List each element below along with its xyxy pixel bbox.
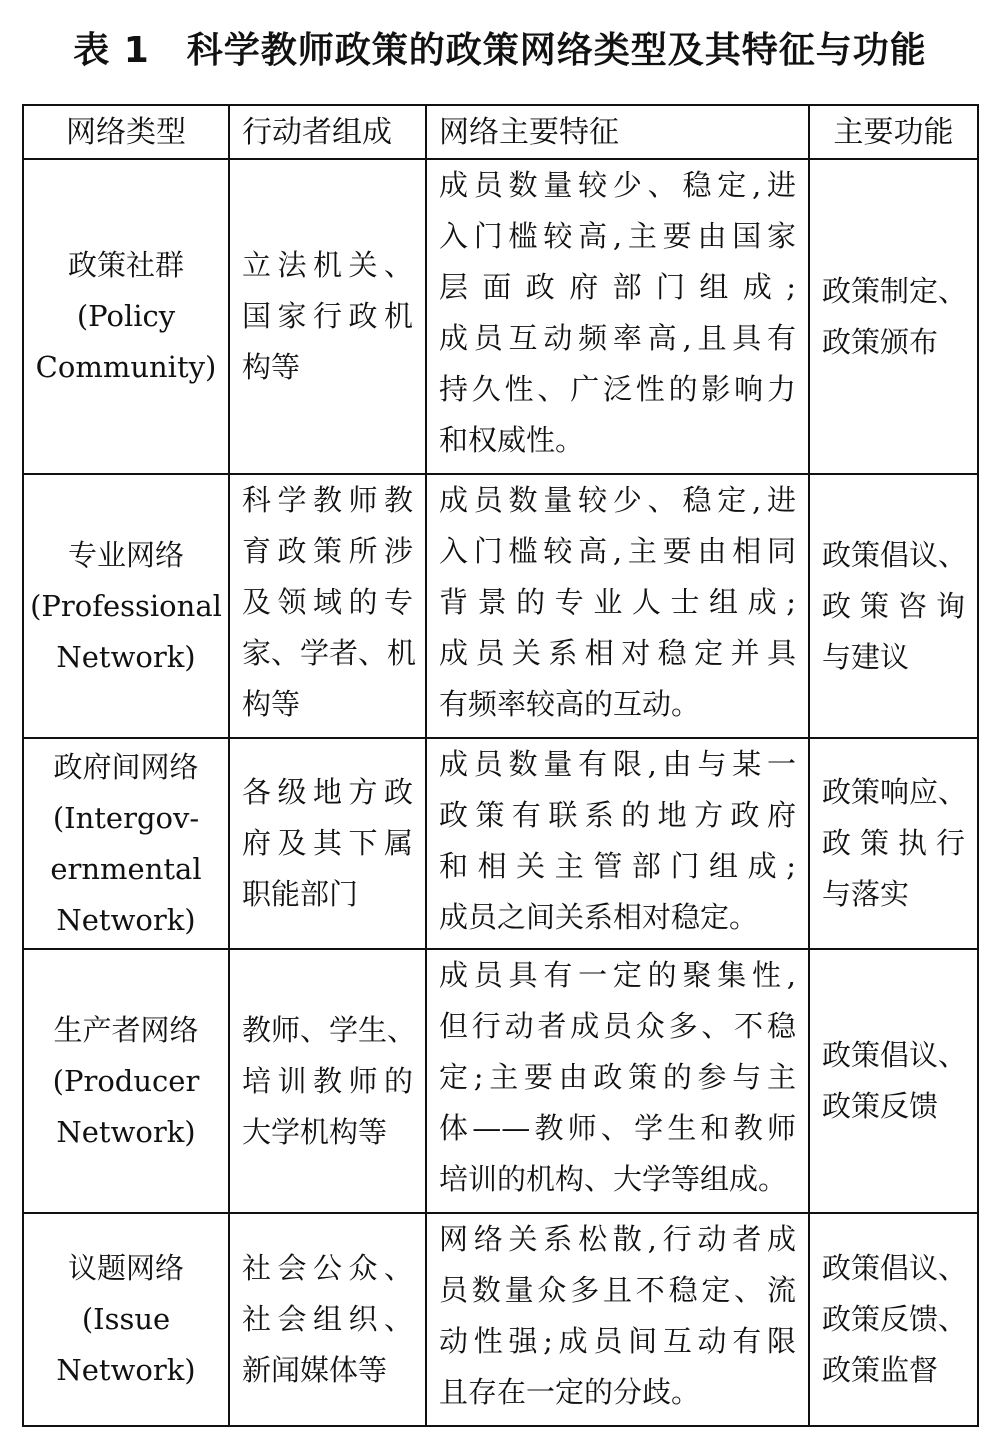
policy-network-table <box>22 104 979 1427</box>
cell-line: 府及其下属 <box>242 826 413 860</box>
cell-line: 育政策所涉 <box>242 534 413 568</box>
cell-line: 政策反馈、 <box>822 1302 968 1336</box>
header-actors: 行动者组成 <box>229 105 426 159</box>
cell-line: 专业网络 <box>67 537 184 572</box>
cell-line: Network) <box>56 1353 196 1387</box>
cell-line: 动性强;成员间互动有限 <box>439 1324 796 1358</box>
cell-line: (Intergov- <box>52 800 200 835</box>
cell-line: 大学机构等 <box>242 1114 388 1149</box>
cell-line: (Professional <box>30 588 222 623</box>
cell-line: 政策响应、 <box>822 775 968 809</box>
cell-line: Network) <box>56 902 196 937</box>
cell-line: 入门槛较高,主要由相同 <box>439 534 796 568</box>
cell-line: 社会组织、 <box>242 1302 413 1336</box>
cell-line: 成员数量较少、稳定,进 <box>439 168 796 202</box>
cell-line: 政策咨询 <box>822 588 965 623</box>
header-functions: 主要功能 <box>809 105 978 159</box>
features-cell <box>426 738 809 949</box>
network-type-cell <box>23 1213 229 1426</box>
cell-line: 政府间网络 <box>53 749 199 784</box>
actors-cell <box>229 738 426 949</box>
cell-line: 和权威性。 <box>439 423 585 457</box>
cell-line: 但行动者成员众多、不稳 <box>439 1009 796 1043</box>
cell-line: 政策制定、 <box>822 273 968 308</box>
cell-line: 有频率较高的互动。 <box>439 687 701 721</box>
cell-line: 培训教师的 <box>242 1063 413 1098</box>
cell-line: 成员关系相对稳定并具 <box>439 636 796 670</box>
network-type-cell <box>23 474 229 738</box>
cell-line: 生产者网络 <box>53 1012 199 1047</box>
actors-cell <box>229 949 426 1213</box>
network-type-cell <box>23 738 229 949</box>
functions-cell <box>809 738 978 949</box>
cell-line: 持久性、广泛性的影响力 <box>439 372 796 406</box>
table-row <box>23 474 978 738</box>
cell-line: 层面政府部门组成; <box>439 270 796 304</box>
cell-line: 政策社群 <box>67 248 184 282</box>
cell-line: 国家行政机 <box>242 299 413 333</box>
cell-line: 及领域的专 <box>242 585 413 619</box>
cell-line: 成员数量较少、稳定,进 <box>439 483 796 517</box>
cell-line: 议题网络 <box>67 1251 184 1285</box>
cell-line: 新闻媒体等 <box>242 1353 388 1387</box>
cell-line: 成员互动频率高,且具有 <box>439 321 796 355</box>
cell-line: 各级地方政 <box>242 775 413 809</box>
actors-cell <box>229 159 426 474</box>
cell-line: Network) <box>56 1114 196 1149</box>
cell-line: 成员数量有限,由与某一 <box>439 747 796 781</box>
functions-cell <box>809 949 978 1213</box>
features-cell <box>426 159 809 474</box>
table-row <box>23 949 978 1213</box>
cell-line: 家、学者、机 <box>242 636 417 670</box>
features-cell <box>426 949 809 1213</box>
cell-line: Community) <box>35 350 217 384</box>
cell-line: 与建议 <box>822 639 910 674</box>
network-type-cell <box>23 159 229 474</box>
features-cell <box>426 474 809 738</box>
cell-line: 政策倡议、 <box>822 1038 968 1072</box>
cell-line: 政策颁布 <box>822 324 939 359</box>
cell-line: 社会公众、 <box>242 1251 413 1285</box>
cell-line: 入门槛较高,主要由国家 <box>439 219 796 253</box>
cell-line: 定;主要由政策的参与主 <box>439 1060 796 1094</box>
functions-cell <box>809 159 978 474</box>
cell-line: 背景的专业人士组成; <box>439 585 796 619</box>
cell-line: 网络关系松散,行动者成 <box>439 1222 796 1256</box>
cell-line: 科学教师教 <box>242 483 413 517</box>
cell-line: Network) <box>56 639 196 674</box>
cell-line: 体——教师、学生和教师 <box>439 1111 796 1145</box>
cell-line: 政策反馈 <box>822 1089 939 1123</box>
cell-line: 构等 <box>242 350 301 384</box>
cell-line: 政策倡议、 <box>822 1251 968 1285</box>
table-title: 表 1 科学教师政策的政策网络类型及其特征与功能 <box>73 30 927 71</box>
cell-line: (Producer <box>52 1063 200 1098</box>
cell-line: 且存在一定的分歧。 <box>439 1375 701 1409</box>
table-row <box>23 738 978 949</box>
actors-cell <box>229 1213 426 1426</box>
cell-line: 培训的机构、大学等组成。 <box>439 1162 788 1196</box>
functions-cell <box>809 1213 978 1426</box>
table-row <box>23 1213 978 1426</box>
cell-line: 和相关主管部门组成; <box>439 849 796 883</box>
cell-line: 政策执行 <box>822 826 965 860</box>
cell-line: 成员之间关系相对稳定。 <box>439 900 759 934</box>
cell-line: 员数量众多且不稳定、流 <box>439 1273 796 1307</box>
header-network-type: 网络类型 <box>23 105 229 159</box>
cell-line: 教师、学生、 <box>242 1012 417 1047</box>
cell-line: 立法机关、 <box>242 248 413 282</box>
cell-line: ernmental <box>50 851 202 886</box>
actors-cell <box>229 474 426 738</box>
network-type-cell <box>23 949 229 1213</box>
functions-cell <box>809 474 978 738</box>
features-cell <box>426 1213 809 1426</box>
cell-line: (Issue <box>81 1302 171 1336</box>
cell-line: 职能部门 <box>242 877 359 911</box>
cell-line: 政策有联系的地方政府 <box>439 798 796 832</box>
cell-line: 政策监督 <box>822 1353 939 1387</box>
cell-line: (Policy <box>76 299 176 333</box>
cell-line: 构等 <box>242 687 301 721</box>
cell-line: 成员具有一定的聚集性, <box>439 958 796 992</box>
cell-line: 与落实 <box>822 877 910 911</box>
header-features: 网络主要特征 <box>426 105 809 159</box>
cell-line: 政策倡议、 <box>822 537 968 572</box>
header-row <box>23 105 978 159</box>
table-row <box>23 159 978 474</box>
